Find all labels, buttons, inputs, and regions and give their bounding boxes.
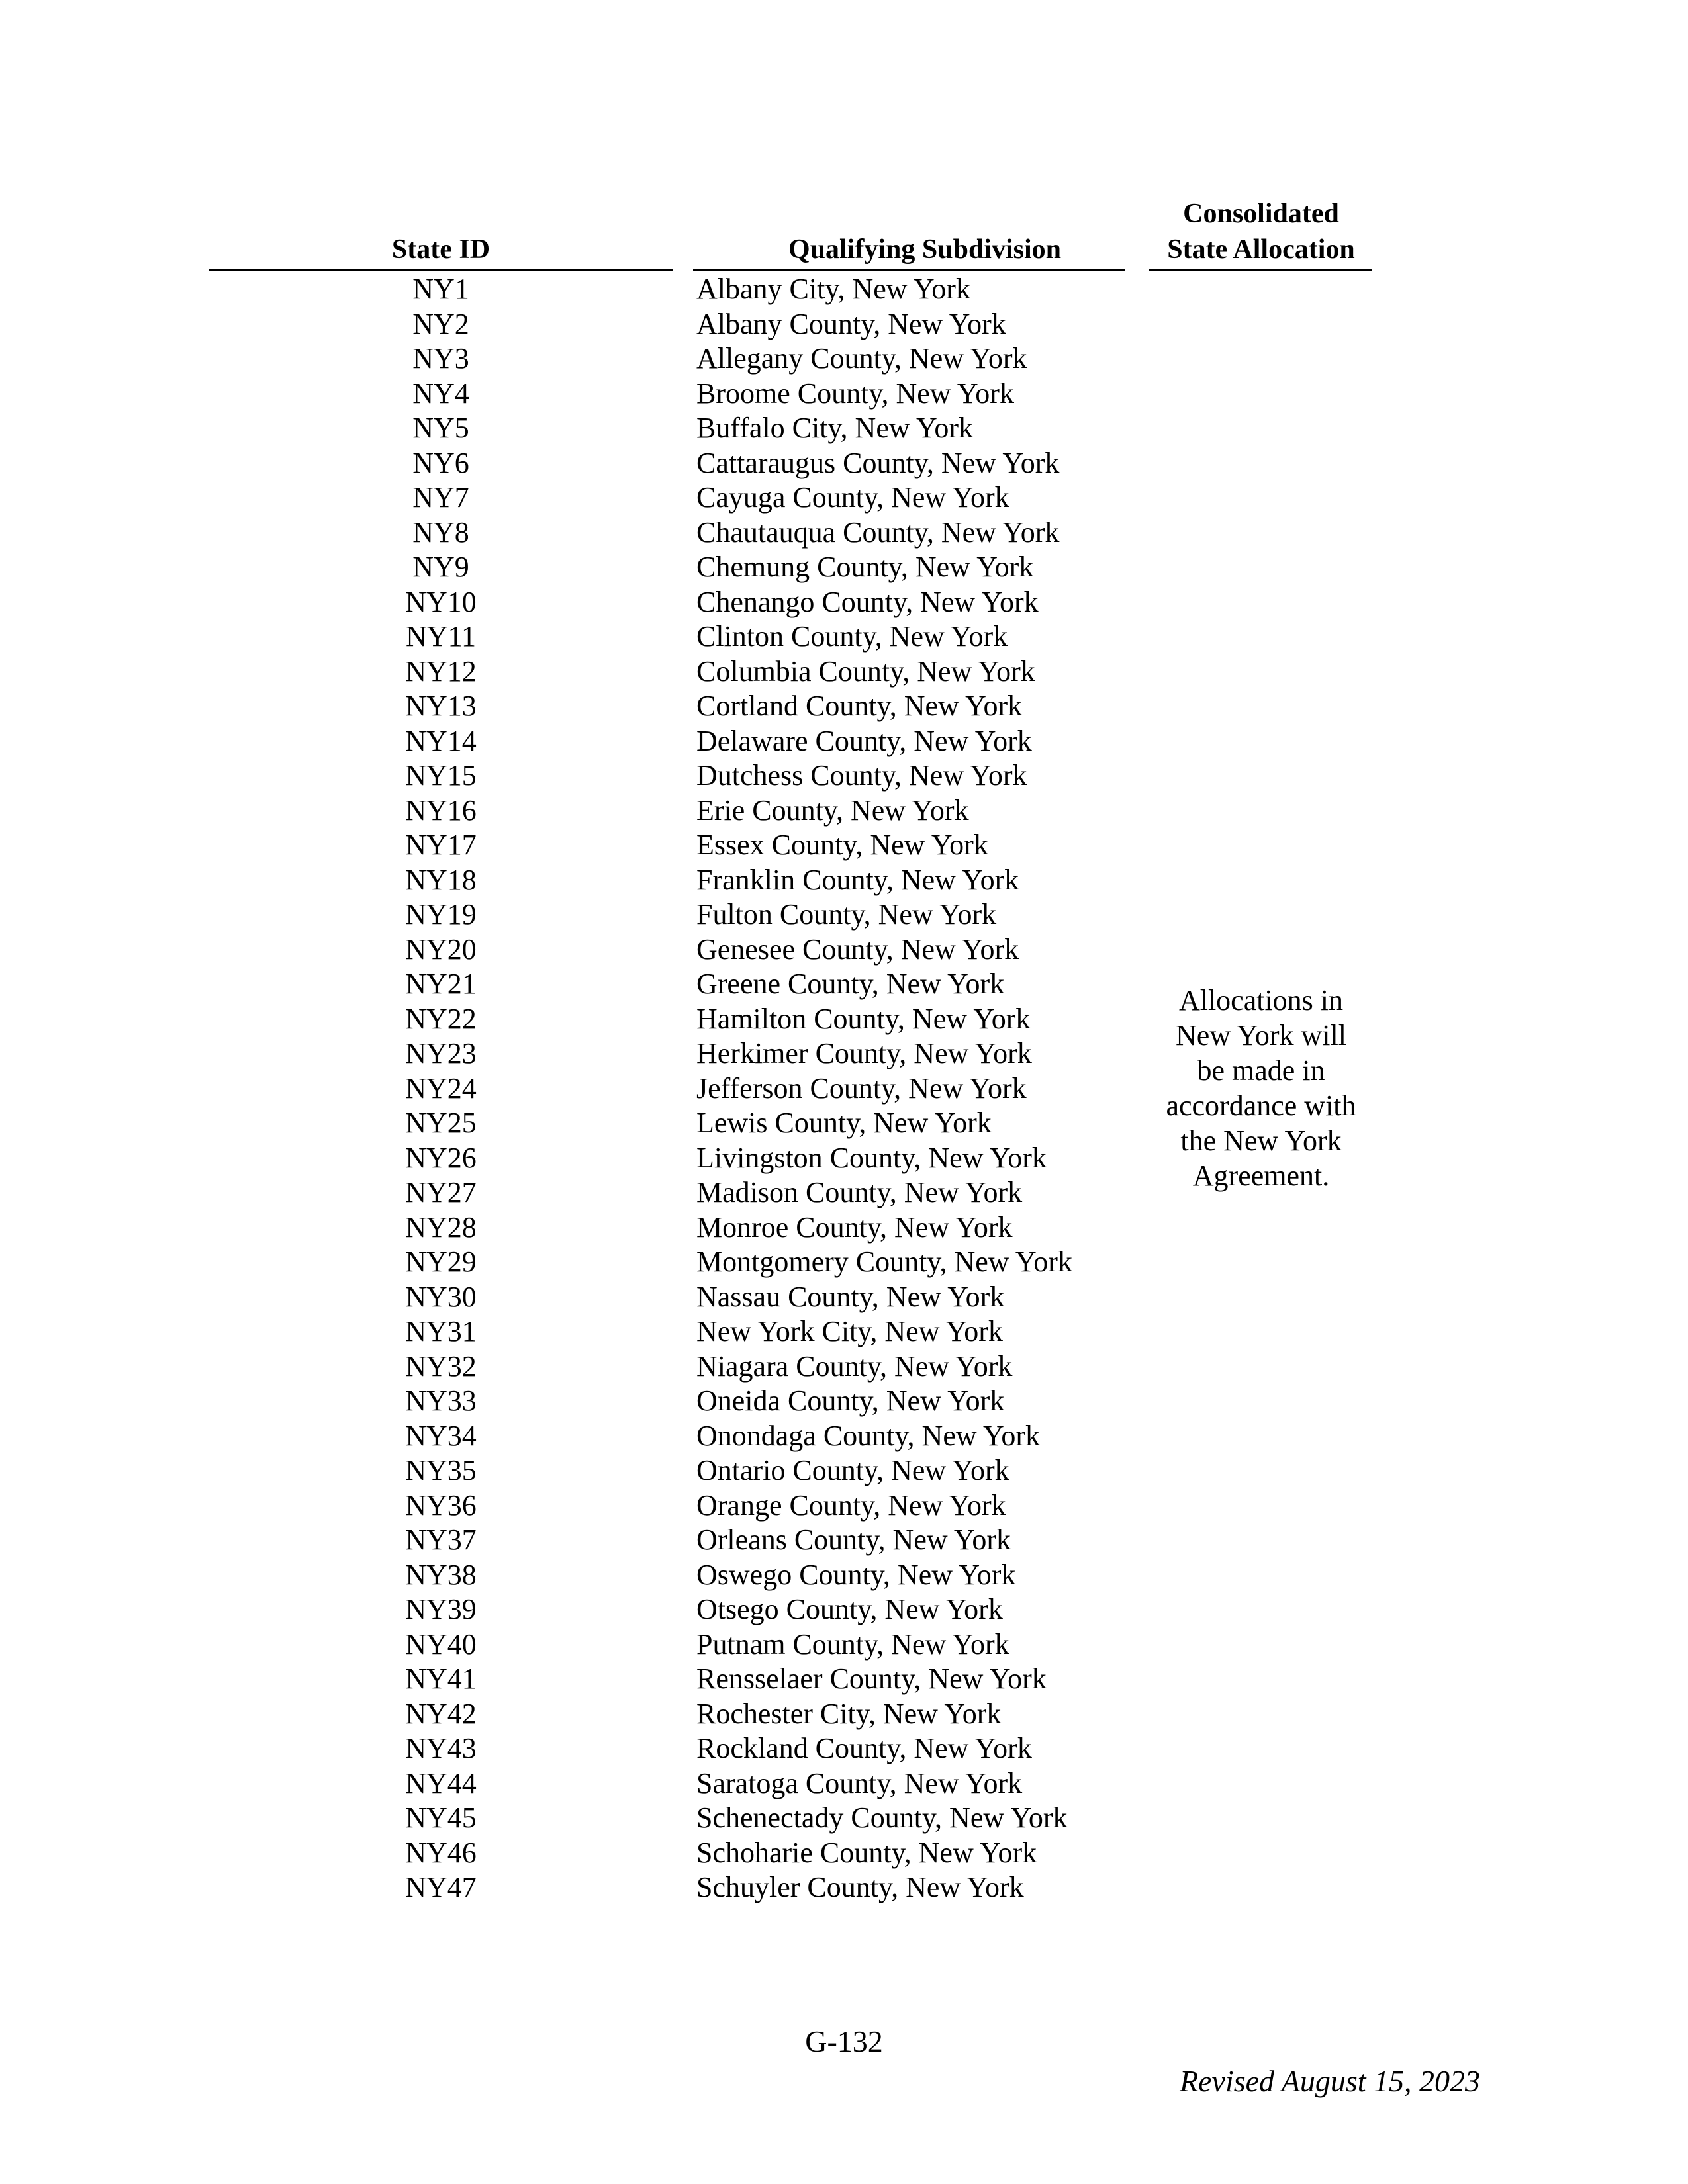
allocation-note-line: accordance with [1166, 1089, 1356, 1122]
state-id-cell: NY16 [405, 794, 477, 827]
table-row [0, 1280, 1192, 1315]
table-row [0, 1245, 1192, 1280]
state-id-cell: NY10 [405, 585, 477, 618]
table-row [0, 307, 1192, 342]
table-row [0, 550, 1192, 585]
table-row [0, 1662, 1192, 1697]
qualifying-subdivision-cell: Franklin County, New York [696, 863, 1019, 896]
qualifying-subdivision-cell: Albany County, New York [696, 307, 1006, 340]
table-row [0, 1836, 1192, 1871]
table-row [0, 480, 1192, 516]
state-id-cell: NY43 [405, 1732, 477, 1764]
qualifying-subdivision-cell: Madison County, New York [696, 1176, 1023, 1208]
qualifying-subdivision-cell: Albany City, New York [696, 273, 970, 305]
state-id-cell: NY23 [405, 1037, 477, 1069]
table-row [0, 758, 1192, 794]
state-id-cell: NY36 [405, 1488, 477, 1522]
qualifying-subdivision-cell: Hamilton County, New York [696, 1002, 1031, 1035]
allocation-note-line: the New York [1180, 1124, 1342, 1157]
table-row [0, 897, 1192, 933]
table-row [0, 1036, 1192, 1071]
column-header-qualifying-subdivision-label: Qualifying Subdivision [788, 234, 1062, 265]
qualifying-subdivision-cell: Chautauqua County, New York [696, 516, 1060, 549]
table-row [0, 446, 1192, 481]
state-id-cell: NY47 [405, 1871, 477, 1903]
allocation-note-line: be made in [1197, 1054, 1325, 1087]
qualifying-subdivision-cell: Cayuga County, New York [696, 481, 1009, 514]
qualifying-subdivision-cell: Oswego County, New York [696, 1558, 1016, 1591]
table-row [0, 1106, 1192, 1141]
state-id-cell: NY33 [405, 1385, 477, 1417]
column-header-consolidated-line1: Consolidated [1183, 199, 1339, 229]
table-row [0, 828, 1192, 863]
state-id-cell: NY37 [405, 1524, 477, 1556]
state-id-cell: NY39 [405, 1593, 477, 1625]
state-id-cell: NY6 [412, 446, 469, 479]
column-header-consolidated-state-allocation-underline [1149, 269, 1372, 271]
state-id-cell: NY45 [405, 1801, 477, 1834]
qualifying-subdivision-cell: Saratoga County, New York [696, 1766, 1023, 1799]
table-row [0, 1002, 1192, 1037]
table-row [0, 1523, 1192, 1558]
table-row [0, 1697, 1192, 1732]
qualifying-subdivision-cell: Clinton County, New York [696, 620, 1008, 653]
state-id-cell: NY35 [405, 1454, 477, 1486]
table-row [0, 1766, 1192, 1801]
table-row [0, 619, 1192, 655]
qualifying-subdivision-cell: Schenectady County, New York [696, 1801, 1068, 1834]
qualifying-subdivision-cell: Erie County, New York [696, 794, 969, 827]
qualifying-subdivision-cell: Delaware County, New York [696, 724, 1032, 757]
column-header-consolidated-state-allocation [1149, 196, 1374, 267]
qualifying-subdivision-cell: Orange County, New York [696, 1488, 1006, 1522]
qualifying-subdivision-cell: Dutchess County, New York [696, 759, 1027, 792]
column-header-state-id-label: State ID [391, 234, 491, 265]
table-row [0, 1488, 1192, 1524]
state-id-cell: NY44 [405, 1766, 477, 1799]
table-row [0, 655, 1192, 690]
state-id-cell: NY1 [412, 273, 469, 305]
qualifying-subdivision-cell: Montgomery County, New York [696, 1246, 1072, 1278]
state-id-cell: NY19 [405, 898, 477, 931]
table-row [0, 377, 1192, 412]
state-id-cell: NY34 [405, 1419, 477, 1452]
qualifying-subdivision-cell: Niagara County, New York [696, 1349, 1013, 1383]
qualifying-subdivision-cell: Genesee County, New York [696, 933, 1019, 966]
state-id-cell: NY27 [405, 1176, 477, 1208]
state-id-cell: NY32 [405, 1349, 477, 1383]
state-id-cell: NY40 [405, 1627, 477, 1661]
allocation-note-line: New York will [1176, 1019, 1346, 1052]
table-row [0, 1592, 1192, 1627]
qualifying-subdivision-cell: Chenango County, New York [696, 585, 1039, 618]
subdivision-table-body [0, 272, 1192, 1905]
table-row [0, 1419, 1192, 1454]
state-id-cell: NY22 [405, 1002, 477, 1035]
state-id-cell: NY13 [405, 690, 477, 722]
qualifying-subdivision-cell: Rensselaer County, New York [696, 1662, 1047, 1695]
state-id-cell: NY31 [405, 1315, 477, 1347]
table-row [0, 1071, 1192, 1107]
table-row [0, 1141, 1192, 1176]
qualifying-subdivision-cell: Nassau County, New York [696, 1280, 1005, 1313]
column-header-consolidated-line2: State Allocation [1167, 234, 1355, 265]
state-id-cell: NY12 [405, 655, 477, 688]
allocation-note [1149, 983, 1374, 1193]
table-row [0, 1314, 1192, 1349]
qualifying-subdivision-cell: Greene County, New York [696, 968, 1005, 1000]
column-header-state-id [209, 232, 673, 267]
table-row [0, 1175, 1192, 1210]
state-id-cell: NY17 [405, 829, 477, 861]
allocation-note-line: Agreement. [1192, 1160, 1330, 1192]
state-id-cell: NY7 [412, 481, 469, 514]
table-row [0, 1731, 1192, 1766]
state-id-cell: NY38 [405, 1558, 477, 1591]
qualifying-subdivision-cell: Otsego County, New York [696, 1593, 1003, 1625]
table-row [0, 967, 1192, 1002]
qualifying-subdivision-cell: Putnam County, New York [696, 1627, 1009, 1661]
qualifying-subdivision-cell: Allegany County, New York [696, 342, 1027, 375]
state-id-cell: NY24 [405, 1071, 477, 1105]
table-row [0, 863, 1192, 898]
state-id-cell: NY28 [405, 1210, 477, 1244]
qualifying-subdivision-cell: Essex County, New York [696, 829, 988, 861]
table-row [0, 411, 1192, 446]
table-row [0, 272, 1192, 307]
state-id-cell: NY26 [405, 1141, 477, 1174]
qualifying-subdivision-cell: Buffalo City, New York [696, 412, 974, 444]
column-header-state-id-underline [209, 269, 673, 271]
qualifying-subdivision-cell: Fulton County, New York [696, 898, 997, 931]
revision-date: Revised August 15, 2023 [1180, 2064, 1480, 2098]
qualifying-subdivision-cell: Schoharie County, New York [696, 1836, 1037, 1869]
state-id-cell: NY14 [405, 724, 477, 757]
page-number: G-132 [805, 2025, 883, 2058]
state-id-cell: NY3 [412, 342, 469, 375]
qualifying-subdivision-cell: Cattaraugus County, New York [696, 446, 1060, 479]
table-row [0, 1210, 1192, 1246]
qualifying-subdivision-cell: Schuyler County, New York [696, 1871, 1024, 1903]
table-row [0, 1384, 1192, 1419]
state-id-cell: NY29 [405, 1246, 477, 1278]
state-id-cell: NY15 [405, 759, 477, 792]
state-id-cell: NY25 [405, 1107, 477, 1139]
state-id-cell: NY20 [405, 933, 477, 966]
qualifying-subdivision-cell: Onondaga County, New York [696, 1419, 1041, 1452]
qualifying-subdivision-cell: Broome County, New York [696, 377, 1014, 410]
state-id-cell: NY11 [406, 620, 476, 653]
state-id-cell: NY41 [405, 1662, 477, 1695]
table-row [0, 1801, 1192, 1836]
table-row [0, 1453, 1192, 1488]
table-row [0, 1558, 1192, 1593]
table-row [0, 341, 1192, 377]
column-header-qualifying-subdivision [693, 232, 1156, 267]
qualifying-subdivision-cell: New York City, New York [696, 1315, 1003, 1347]
qualifying-subdivision-cell: Monroe County, New York [696, 1210, 1013, 1244]
table-row [0, 933, 1192, 968]
qualifying-subdivision-cell: Herkimer County, New York [696, 1037, 1032, 1069]
qualifying-subdivision-cell: Livingston County, New York [696, 1141, 1047, 1174]
state-id-cell: NY42 [405, 1697, 477, 1730]
qualifying-subdivision-cell: Rockland County, New York [696, 1732, 1032, 1764]
state-id-cell: NY9 [412, 551, 469, 583]
qualifying-subdivision-cell: Rochester City, New York [696, 1697, 1002, 1730]
table-row [0, 1870, 1192, 1905]
qualifying-subdivision-cell: Orleans County, New York [696, 1524, 1011, 1556]
qualifying-subdivision-cell: Lewis County, New York [696, 1107, 992, 1139]
state-id-cell: NY2 [412, 307, 469, 340]
qualifying-subdivision-cell: Jefferson County, New York [696, 1071, 1027, 1105]
column-header-qualifying-subdivision-underline [693, 269, 1125, 271]
qualifying-subdivision-cell: Ontario County, New York [696, 1454, 1009, 1486]
qualifying-subdivision-cell: Columbia County, New York [696, 655, 1035, 688]
allocation-note-line: Allocations in [1178, 984, 1344, 1017]
table-row [0, 585, 1192, 620]
table-row [0, 794, 1192, 829]
state-id-cell: NY30 [405, 1280, 477, 1313]
table-row [0, 516, 1192, 551]
state-id-cell: NY21 [405, 968, 477, 1000]
state-id-cell: NY4 [412, 377, 469, 410]
qualifying-subdivision-cell: Cortland County, New York [696, 690, 1023, 722]
table-row [0, 689, 1192, 724]
table-row [0, 724, 1192, 759]
state-id-cell: NY8 [412, 516, 469, 549]
state-id-cell: NY46 [405, 1836, 477, 1869]
qualifying-subdivision-cell: Oneida County, New York [696, 1385, 1005, 1417]
state-id-cell: NY5 [412, 412, 469, 444]
table-row [0, 1627, 1192, 1662]
state-id-cell: NY18 [405, 863, 477, 896]
table-row [0, 1349, 1192, 1385]
qualifying-subdivision-cell: Chemung County, New York [696, 551, 1034, 583]
